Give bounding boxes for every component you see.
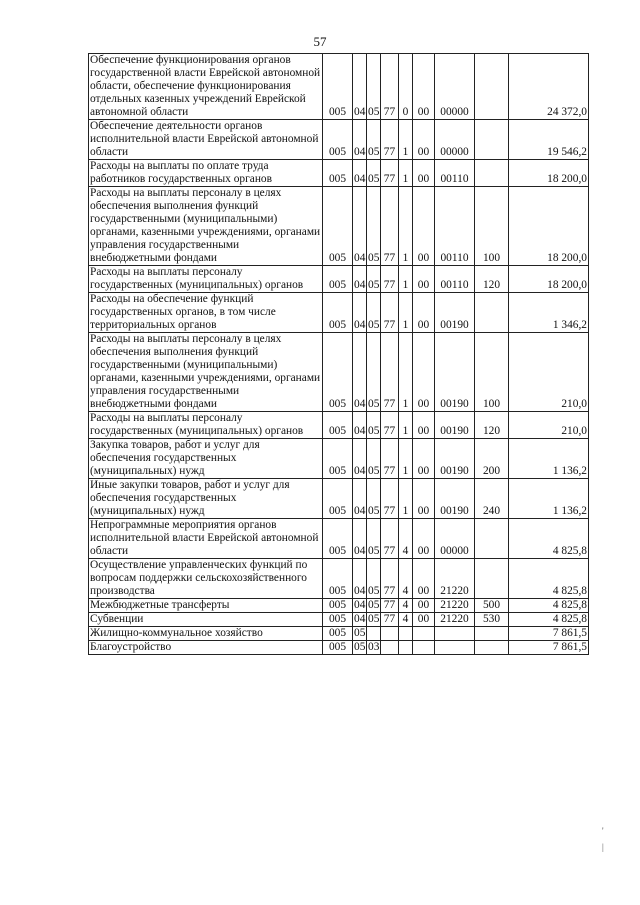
row-section: 04 — [353, 160, 367, 187]
row-expense-code: 00000 — [435, 519, 475, 559]
row-amount: 24 372,0 — [509, 54, 589, 120]
row-expense-type — [475, 519, 509, 559]
row-expense-code: 00110 — [435, 187, 475, 266]
row-name: Непрограммные мероприятия органов исполнительной власти Еврейской автономной области — [89, 519, 323, 559]
row-name: Закупка товаров, работ и услуг для обеспечения государственных (муниципальных) нужд — [89, 439, 323, 479]
row-direction: 00 — [413, 479, 435, 519]
row-section: 04 — [353, 412, 367, 439]
table-row — [89, 120, 589, 160]
row-amount: 18 200,0 — [509, 266, 589, 293]
row-program: 77 — [381, 266, 399, 293]
row-subprogram: 1 — [399, 333, 413, 412]
row-expense-code — [435, 641, 475, 655]
row-grbs: 005 — [323, 293, 353, 333]
table-row — [89, 519, 589, 559]
row-expense-code — [435, 627, 475, 641]
row-section: 05 — [354, 627, 366, 639]
row-grbs: 005 — [323, 187, 353, 266]
row-expense-code: 00190 — [435, 333, 475, 412]
row-direction — [413, 641, 435, 655]
row-program: 77 — [381, 120, 399, 160]
row-expense-type: 100 — [475, 187, 509, 266]
row-subsection: 05 — [367, 519, 381, 559]
row-subsection: 05 — [367, 559, 381, 599]
row-direction: 00 — [413, 333, 435, 412]
budget-rows — [89, 54, 589, 655]
row-subprogram: 1 — [399, 479, 413, 519]
row-name: Межбюджетные трансферты — [89, 599, 323, 613]
row-name: Осуществление управленческих функций по вопросам поддержки сельскохозяйственного производства — [89, 559, 323, 599]
table-row — [89, 599, 589, 613]
row-direction: 00 — [413, 293, 435, 333]
row-expense-type: 530 — [475, 613, 509, 627]
margin-mark: ' — [602, 826, 604, 836]
row-name: Расходы на выплаты персоналу в целях обеспечения выполнения функций государственными (муниципальными) органами, казенными учреждениями, органами управления государственными внебюджетными фондами — [89, 333, 323, 412]
row-subsection: 05 — [367, 120, 381, 160]
row-name: Расходы на обеспечение функций государственных органов, в том числе территориальных органов — [89, 293, 323, 333]
row-expense-code: 00110 — [435, 160, 475, 187]
row-subsection: 03 — [368, 641, 380, 653]
row-expense-code: 00190 — [435, 293, 475, 333]
row-section: 04 — [353, 519, 367, 559]
row-direction: 00 — [413, 120, 435, 160]
row-section: 04 — [354, 599, 366, 611]
table-row — [89, 333, 589, 412]
row-subsection: 05 — [367, 479, 381, 519]
row-expense-type — [475, 641, 509, 655]
row-subprogram: 1 — [399, 160, 413, 187]
table-row — [89, 412, 589, 439]
row-grbs: 005 — [323, 333, 353, 412]
table-row — [89, 266, 589, 293]
row-program: 77 — [381, 54, 399, 120]
row-subprogram: 1 — [399, 439, 413, 479]
row-subprogram: 1 — [399, 412, 413, 439]
row-subprogram: 4 — [399, 613, 413, 627]
row-expense-code: 00110 — [435, 266, 475, 293]
row-expense-code: 00190 — [435, 439, 475, 479]
row-program — [381, 627, 399, 641]
row-section: 04 — [354, 613, 366, 625]
row-direction: 00 — [413, 599, 435, 613]
row-section: 04 — [353, 187, 367, 266]
row-section: 04 — [353, 559, 367, 599]
row-name: Расходы на выплаты персоналу государственных (муниципальных) органов — [89, 266, 323, 293]
margin-mark: | — [602, 842, 604, 852]
row-section: 04 — [353, 479, 367, 519]
row-expense-code: 21220 — [435, 559, 475, 599]
table-row — [89, 479, 589, 519]
row-subsection: 05 — [367, 266, 381, 293]
row-name: Расходы на выплаты персоналу в целях обеспечения выполнения функций государственными (муниципальными) органами, казенными учреждениями, органами управления государственными внебюджетными фондами — [89, 187, 323, 266]
table-row — [89, 641, 589, 655]
row-direction: 00 — [413, 412, 435, 439]
table-row — [89, 627, 589, 641]
row-grbs: 005 — [323, 266, 353, 293]
row-program: 77 — [381, 412, 399, 439]
budget-table — [88, 53, 589, 655]
row-expense-type: 100 — [475, 333, 509, 412]
row-expense-type — [475, 54, 509, 120]
table-row — [89, 54, 589, 120]
row-subprogram: 4 — [399, 559, 413, 599]
table-row — [89, 613, 589, 627]
row-amount: 18 200,0 — [509, 187, 589, 266]
row-program: 77 — [381, 613, 399, 627]
row-expense-type: 120 — [475, 412, 509, 439]
row-expense-type — [475, 120, 509, 160]
row-grbs: 005 — [323, 519, 353, 559]
row-amount: 4 825,8 — [509, 519, 589, 559]
row-expense-type — [475, 559, 509, 599]
row-amount: 1 136,2 — [509, 439, 589, 479]
row-direction: 00 — [413, 439, 435, 479]
row-subprogram: 1 — [399, 120, 413, 160]
row-expense-code: 00000 — [435, 120, 475, 160]
row-program: 77 — [381, 187, 399, 266]
row-grbs: 005 — [323, 599, 353, 613]
row-section: 05 — [354, 641, 366, 653]
row-expense-code: 21220 — [435, 613, 475, 627]
row-subsection: 05 — [367, 333, 381, 412]
row-expense-code: 00190 — [435, 479, 475, 519]
row-subsection: 05 — [367, 160, 381, 187]
row-direction: 00 — [413, 266, 435, 293]
table-row — [89, 160, 589, 187]
row-direction — [413, 627, 435, 641]
table-row — [89, 439, 589, 479]
row-amount: 4 825,8 — [509, 599, 589, 613]
row-expense-code: 00000 — [435, 54, 475, 120]
row-amount: 4 825,8 — [509, 559, 589, 599]
row-amount: 210,0 — [509, 412, 589, 439]
row-subsection: 05 — [367, 293, 381, 333]
row-amount: 1 346,2 — [509, 293, 589, 333]
row-program: 77 — [381, 293, 399, 333]
row-name: Иные закупки товаров, работ и услуг для обеспечения государственных (муниципальных) нужд — [89, 479, 323, 519]
row-expense-code: 21220 — [435, 599, 475, 613]
row-direction: 00 — [413, 187, 435, 266]
row-subprogram: 4 — [399, 519, 413, 559]
row-expense-code: 00190 — [435, 412, 475, 439]
row-section: 04 — [353, 266, 367, 293]
row-grbs: 005 — [323, 54, 353, 120]
row-direction: 00 — [413, 613, 435, 627]
row-amount: 1 136,2 — [509, 479, 589, 519]
row-grbs: 005 — [323, 160, 353, 187]
row-amount: 18 200,0 — [509, 160, 589, 187]
row-program: 77 — [381, 479, 399, 519]
row-program: 77 — [381, 519, 399, 559]
row-name: Субвенции — [89, 613, 323, 627]
row-grbs: 005 — [323, 120, 353, 160]
row-name: Расходы на выплаты по оплате труда работников государственных органов — [89, 160, 323, 187]
row-grbs: 005 — [323, 559, 353, 599]
row-expense-type — [475, 293, 509, 333]
row-expense-type — [475, 160, 509, 187]
row-expense-type: 500 — [475, 599, 509, 613]
row-subsection: 05 — [368, 613, 380, 625]
row-section: 04 — [353, 120, 367, 160]
row-amount: 7 861,5 — [509, 641, 589, 655]
row-program: 77 — [381, 333, 399, 412]
row-direction: 00 — [413, 559, 435, 599]
table-row — [89, 293, 589, 333]
row-name: Жилищно-коммунальное хозяйство — [89, 627, 323, 641]
row-subsection: 05 — [367, 439, 381, 479]
row-name: Благоустройство — [89, 641, 323, 655]
row-program: 77 — [381, 599, 399, 613]
row-amount: 7 861,5 — [509, 627, 589, 641]
row-amount: 210,0 — [509, 333, 589, 412]
row-section: 04 — [353, 293, 367, 333]
row-name: Обеспечение функционирования органов государственной власти Еврейской автономной области, обеспечение функционирования отдельных казенных учреждений Еврейской автономной области — [89, 54, 323, 120]
row-subsection — [367, 627, 381, 641]
row-subprogram — [399, 641, 413, 655]
row-program: 77 — [381, 439, 399, 479]
row-subprogram — [399, 627, 413, 641]
row-section: 04 — [353, 333, 367, 412]
row-amount: 19 546,2 — [509, 120, 589, 160]
row-subsection: 05 — [367, 412, 381, 439]
row-grbs: 005 — [323, 479, 353, 519]
row-program: 77 — [381, 559, 399, 599]
row-expense-type — [475, 627, 509, 641]
row-program: 77 — [381, 160, 399, 187]
table-row — [89, 559, 589, 599]
row-expense-type: 240 — [475, 479, 509, 519]
row-program — [381, 641, 399, 655]
row-subprogram: 1 — [399, 266, 413, 293]
row-expense-type: 120 — [475, 266, 509, 293]
row-subprogram: 1 — [399, 293, 413, 333]
row-subsection: 05 — [367, 187, 381, 266]
row-grbs: 005 — [323, 412, 353, 439]
row-name: Расходы на выплаты персоналу государственных (муниципальных) органов — [89, 412, 323, 439]
row-direction: 00 — [413, 519, 435, 559]
row-subprogram: 4 — [399, 599, 413, 613]
row-subprogram: 1 — [399, 187, 413, 266]
row-subprogram: 0 — [399, 54, 413, 120]
row-direction: 00 — [413, 54, 435, 120]
row-grbs: 005 — [323, 641, 353, 655]
table-row — [89, 187, 589, 266]
row-grbs: 005 — [323, 613, 353, 627]
row-grbs: 005 — [323, 627, 353, 641]
page-number: 57 — [313, 34, 327, 49]
row-grbs: 005 — [323, 439, 353, 479]
row-direction: 00 — [413, 160, 435, 187]
row-amount: 4 825,8 — [509, 613, 589, 627]
row-section: 04 — [353, 439, 367, 479]
row-section: 04 — [353, 54, 367, 120]
row-subsection: 05 — [368, 599, 380, 611]
row-expense-type: 200 — [475, 439, 509, 479]
row-subsection: 05 — [367, 54, 381, 120]
row-name: Обеспечение деятельности органов исполнительной власти Еврейской автономной области — [89, 120, 323, 160]
